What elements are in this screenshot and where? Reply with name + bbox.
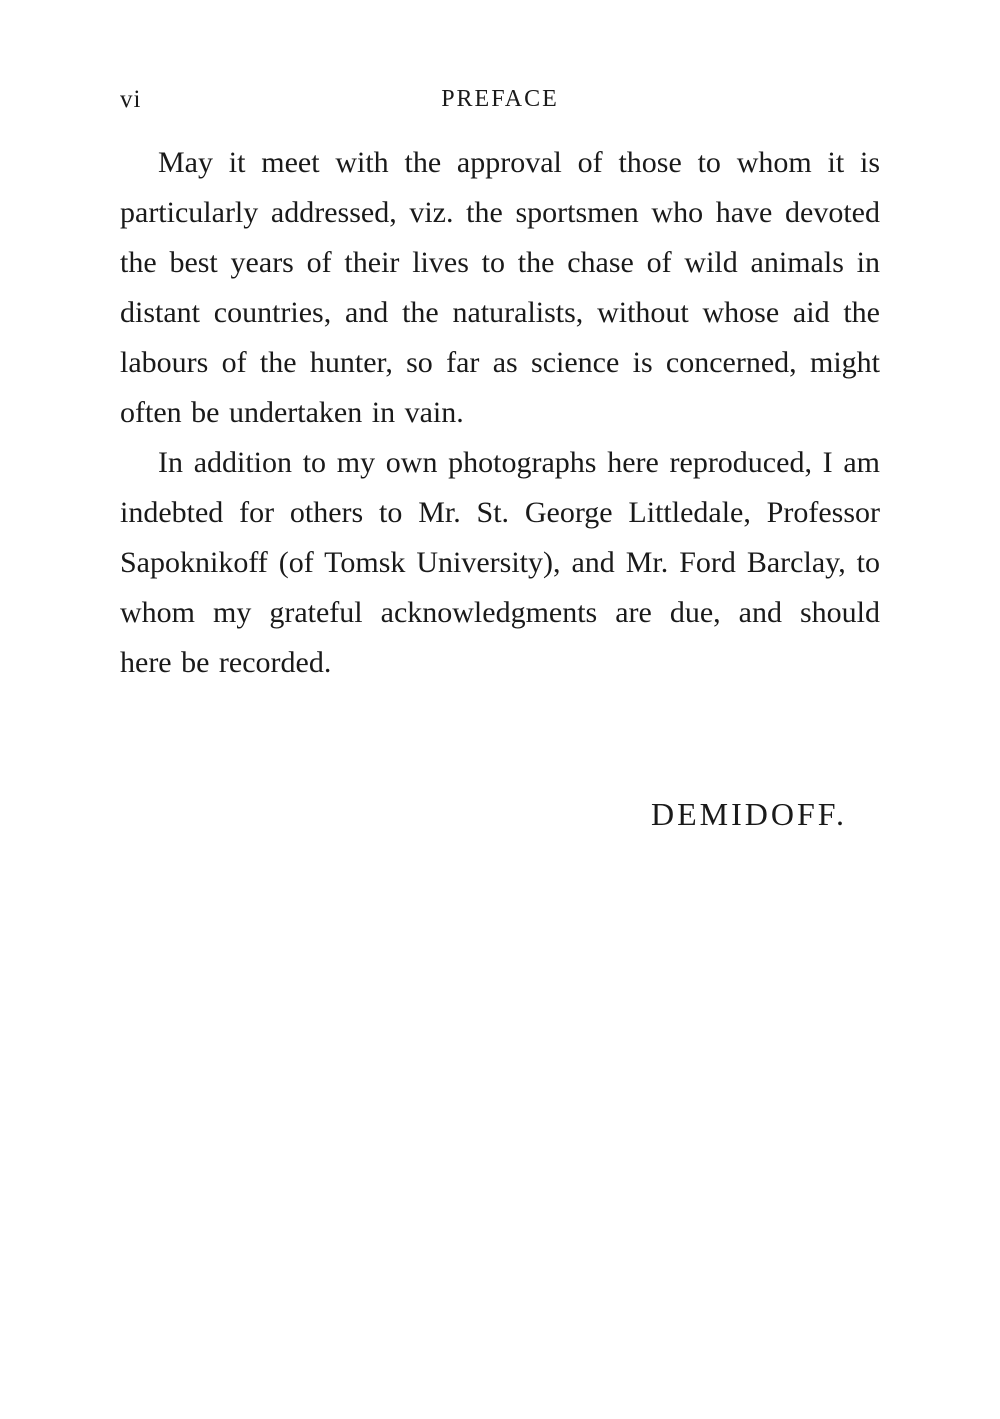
preface-body [120, 138, 880, 688]
paragraph-approval: May it meet with the approval of those to whom it is particularly addressed, viz. the sportsmen who have devoted the best years of their lives to the chase of wild animals in distant countries, and the naturalists, without whose aid the labours of the hunter, so far as science is concerned, might often be undertaken in vain. [120, 146, 880, 429]
running-head [120, 86, 880, 116]
page-number: vi [120, 86, 142, 113]
paragraph-acknowledgments: In addition to my own photographs here reproduced, I am indebted for others to Mr. St. George Littledale, Professor Sapoknikoff (of Tomsk University), and Mr. Ford Barclay, to whom my grateful acknowledgments are due, and should here be recorded. [120, 446, 880, 679]
author-signature: DEMIDOFF. [650, 796, 847, 832]
running-title: PREFACE [441, 86, 559, 112]
